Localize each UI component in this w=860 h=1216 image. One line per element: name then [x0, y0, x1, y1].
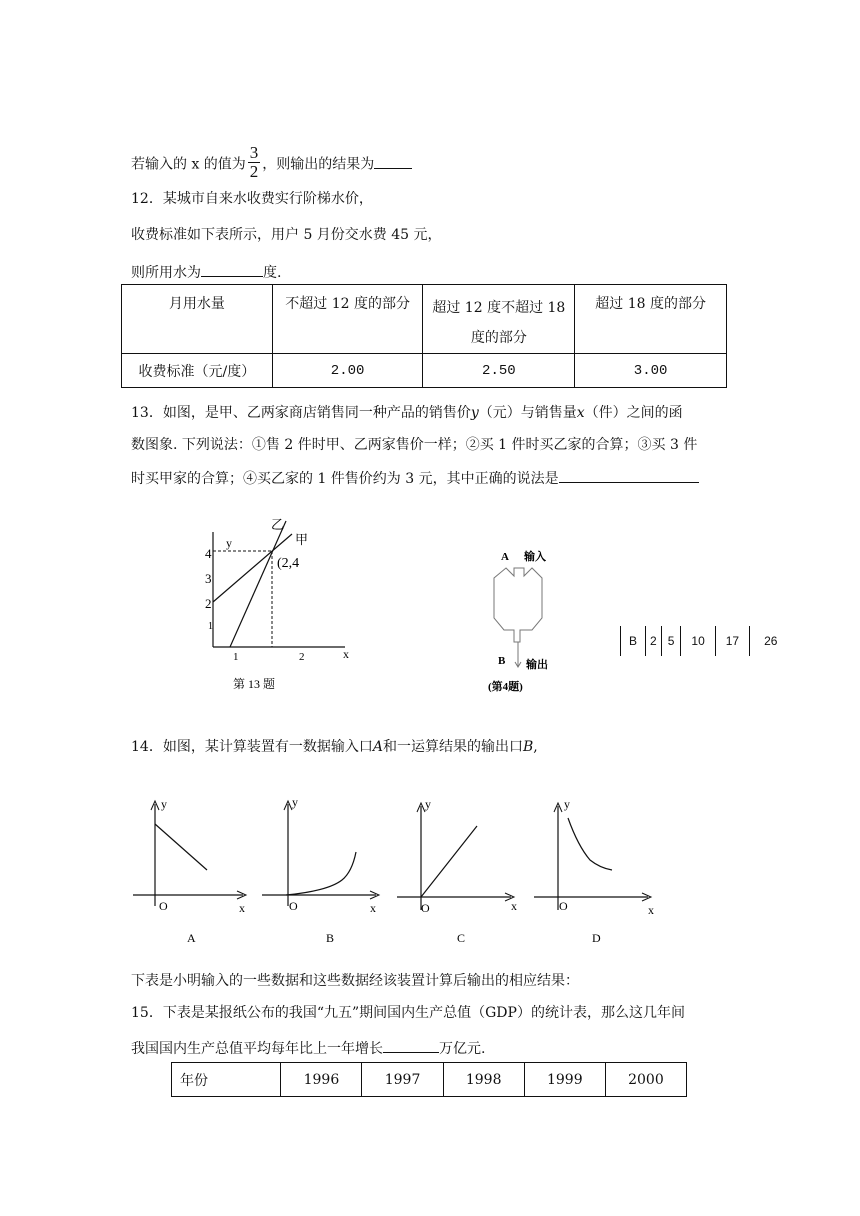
q13-label-jia: 甲 [295, 532, 309, 547]
gdp-year-1997: 1997 [362, 1063, 443, 1097]
value-box-10: 10 [680, 626, 714, 656]
q12-line1: 12．某城市自来水收费实行阶梯水价， [131, 191, 373, 207]
q14-line-c: , [533, 739, 538, 755]
gdp-year-table [171, 1062, 687, 1097]
q12-line2: 收费标准如下表所示，用户 5 月份交水费 45 元， [131, 227, 442, 243]
graph-a-origin-label: O [159, 899, 168, 913]
gdp-year-1999: 1999 [524, 1063, 605, 1097]
q13-var-y: y [470, 405, 479, 421]
value-box-17: 17 [715, 626, 749, 656]
q13-caption: 第 13 题 [233, 677, 276, 691]
graph-b-x-label: x [370, 901, 376, 915]
value-box-b: B [620, 626, 645, 656]
q15-answer-blank[interactable] [383, 1038, 439, 1053]
q13-price-graph [200, 512, 370, 692]
graph-d-origin-label: O [559, 899, 568, 913]
q13-y-tick-4: 4 [205, 546, 212, 561]
device-caption: (第4题) [488, 681, 523, 693]
q15-line2-suffix: 万亿元. [439, 1041, 486, 1057]
q12-line3-suffix: 度. [263, 265, 282, 281]
header-under-12: 不超过 12 度的部分 [272, 285, 423, 354]
q13-line3 [131, 468, 699, 488]
header-over-18: 超过 18 度的部分 [575, 285, 727, 354]
q13-answer-blank[interactable] [559, 468, 699, 483]
q14-line-b: 和一运算结果的输出口 [382, 739, 523, 755]
graph-d-y-label: y [564, 797, 570, 811]
gdp-year-2000: 2000 [605, 1063, 686, 1097]
price-under-12: 2.00 [272, 354, 423, 388]
q14-line-a: 14．如图，某计算装置有一数据输入口 [131, 739, 373, 755]
graph-c-y-label: y [425, 797, 431, 811]
header-monthly-usage: 月用水量 [122, 285, 273, 354]
q14-var-a: A [372, 739, 383, 755]
graph-c-option-label: C [457, 931, 466, 945]
water-price-table [121, 284, 727, 388]
q15-line1: 15．下表是某报纸公布的我国“九五”期间国内生产总值（GDP）的统计表，那么这几年间 [131, 1005, 685, 1021]
q11-line [131, 143, 412, 183]
q12-line3-prefix: 则所用水为 [131, 265, 201, 281]
q15-line2 [131, 1038, 485, 1058]
graph-c-origin-label: O [421, 901, 430, 915]
q13-label-yi: 乙 [271, 517, 285, 532]
header-12-to-18-line2: 度的部分 [470, 330, 527, 346]
value-box-2: 2 [645, 626, 661, 656]
option-graph-a [125, 796, 255, 946]
graph-c-curve [421, 826, 477, 897]
option-graph-b [258, 796, 388, 946]
q13-point-label: (2,4 [277, 556, 300, 571]
q13-x-tick-2: 2 [299, 651, 305, 663]
header-12-to-18 [423, 285, 575, 354]
q14-line [131, 738, 538, 756]
q13-x-tick-1: 1 [233, 651, 239, 663]
device-label-a: A [501, 551, 509, 563]
graph-b-y-label: y [292, 795, 298, 809]
q13-y-tick-2: 2 [205, 596, 212, 611]
q11-prefix: 若输入的 x 的值为 [131, 156, 246, 173]
q13-y-tick-3: 3 [205, 571, 212, 586]
q13-var-x: x [576, 405, 585, 421]
value-box-5: 5 [661, 626, 681, 656]
q14-table-intro: 下表是小明输入的一些数据和这些数据经该装置计算后输出的相应结果： [131, 973, 579, 989]
graph-c-x-label: x [511, 899, 517, 913]
graph-d-x-label: x [648, 903, 654, 917]
graph-b-curve [286, 852, 356, 895]
gdp-header-year: 年份 [172, 1063, 281, 1097]
header-12-to-18-line1: 超过 12 度不超过 18 [432, 300, 566, 316]
q13-line1-c: （件）之间的函 [584, 405, 683, 421]
fraction-denominator: 2 [249, 162, 259, 181]
q13-line1-b: （元）与销售量 [478, 405, 577, 421]
gdp-year-row [172, 1063, 687, 1097]
graph-a-option-label: A [187, 931, 196, 945]
q14-output-values-row [620, 626, 793, 656]
device-label-input: 输入 [524, 551, 546, 563]
q13-x-axis-label: x [343, 647, 349, 661]
q14-device-figure [486, 546, 586, 696]
water-table-header-row [122, 285, 727, 354]
q12-answer-blank[interactable] [201, 262, 263, 277]
graph-a-x-label: x [239, 901, 245, 915]
device-shape [494, 568, 542, 642]
graph-a-curve [155, 824, 207, 870]
value-box-26: 26 [749, 626, 791, 656]
graph-b-origin-label: O [289, 899, 298, 913]
q11-answer-blank[interactable] [374, 154, 412, 169]
price-12-to-18: 2.50 [423, 354, 575, 388]
gdp-year-1996: 1996 [281, 1063, 362, 1097]
q13-y-tick-1: 1 [208, 621, 213, 632]
q13-y-axis-label: y [226, 536, 232, 550]
q12-line3 [131, 262, 281, 282]
q15-line2-prefix: 我国国内生产总值平均每年比上一年增长 [131, 1041, 383, 1057]
water-table-price-row [122, 354, 727, 388]
fraction-three-halves [248, 144, 261, 181]
q13-line3-text: 时买甲家的合算；④买乙家的 1 件售价约为 3 元，其中正确的说法是 [131, 471, 559, 487]
graph-d-curve [568, 818, 612, 870]
q14-var-b: B [522, 739, 534, 755]
q13-line1-a: 13．如图，是甲、乙两家商店销售同一种产品的销售价 [131, 405, 471, 421]
q13-line2: 数图象. 下列说法：①售 2 件时甲、乙两家售价一样；②买 1 件时买乙家的合算；③买 3 件 [131, 437, 698, 453]
device-label-output: 输出 [526, 659, 548, 671]
option-graph-c [393, 796, 523, 946]
q13-line-yi [230, 521, 286, 647]
device-label-b: B [498, 655, 506, 667]
q13-line1 [131, 404, 683, 422]
row-label-price: 收费标准（元/度） [122, 354, 273, 388]
fraction-numerator: 3 [249, 143, 259, 162]
gdp-year-1998: 1998 [443, 1063, 524, 1097]
price-over-18: 3.00 [575, 354, 727, 388]
graph-a-y-label: y [161, 797, 167, 811]
graph-d-option-label: D [592, 931, 601, 945]
q11-suffix: ，则输出的结果为 [262, 156, 375, 173]
option-graph-d [530, 796, 660, 946]
graph-b-option-label: B [326, 931, 335, 945]
